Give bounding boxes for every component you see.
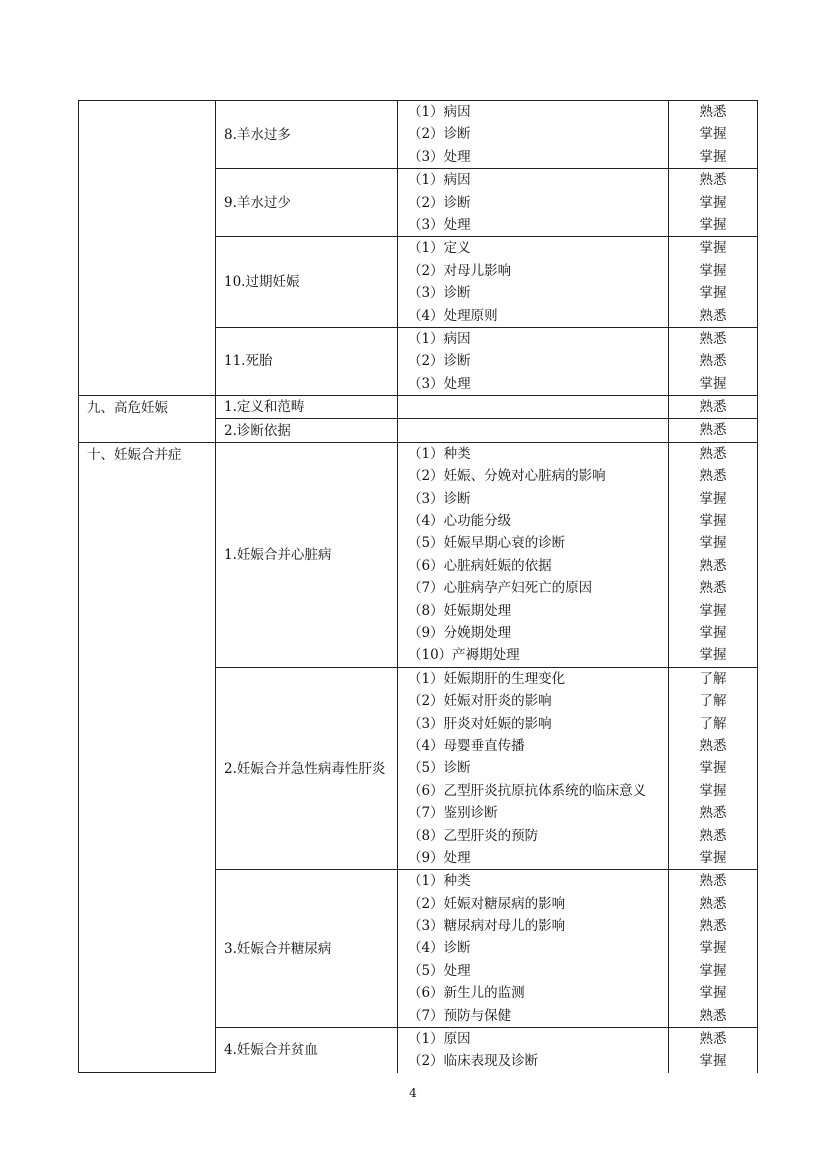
level-value: 掌握 [699, 148, 727, 165]
section-cell [79, 396, 216, 443]
topic-cell [216, 1028, 398, 1073]
level-value: 熟悉 [699, 330, 727, 347]
topic-cell [216, 101, 398, 169]
level-value: 掌握 [699, 194, 727, 211]
topic-cell [216, 419, 398, 442]
point-item: （1）定义 [408, 240, 471, 257]
level-value: 熟悉 [699, 873, 727, 890]
topic-cell [216, 442, 398, 667]
level-value: 掌握 [699, 985, 727, 1002]
point-item: （1）病因 [408, 104, 471, 120]
topic-label: 1.妊娠合并心脏病 [224, 546, 332, 563]
level-value: 掌握 [699, 240, 727, 257]
points-cell [398, 667, 669, 870]
level-cell [669, 101, 758, 169]
topic-cell [216, 667, 398, 870]
level-value: 掌握 [699, 962, 727, 979]
point-item: （6）乙型肝炎抗原抗体系统的临床意义 [408, 782, 647, 799]
level-value: 掌握 [699, 490, 727, 507]
point-item: （4）母婴垂直传播 [408, 737, 525, 754]
points-cell [398, 327, 669, 395]
point-item: （2）诊断 [408, 126, 471, 143]
level-value: 掌握 [699, 285, 727, 302]
level-value: 掌握 [699, 513, 727, 530]
level-value: 熟悉 [699, 895, 727, 912]
point-item: （2）诊断 [408, 353, 471, 370]
level-value: 熟悉 [699, 1031, 727, 1048]
level-cell [669, 870, 758, 1028]
level-value: 掌握 [699, 126, 727, 143]
syllabus-table [78, 100, 758, 1073]
level-value: 掌握 [699, 940, 727, 957]
point-item: （8）乙型肝炎的预防 [408, 827, 539, 844]
page-number: 4 [409, 1086, 417, 1100]
topic-label: 3.妊娠合并糖尿病 [224, 940, 332, 957]
level-cell [669, 1028, 758, 1073]
points-cell [398, 442, 669, 667]
level-value: 掌握 [699, 1053, 727, 1070]
points-cell [398, 101, 669, 169]
point-item: （2）妊娠对肝炎的影响 [408, 693, 552, 710]
point-item: （3）处理 [408, 148, 471, 165]
level-value: 熟悉 [699, 468, 727, 485]
level-value: 掌握 [699, 760, 727, 777]
point-item: （2）诊断 [408, 194, 471, 211]
point-item: （7）预防与保健 [408, 1007, 512, 1024]
level-value: 掌握 [699, 535, 727, 552]
point-item: （9）处理 [408, 849, 471, 866]
level-cell [669, 237, 758, 328]
point-item: （1）种类 [408, 873, 471, 890]
point-item: （10）产褥期处理 [408, 647, 520, 664]
topic-label: 9.羊水过少 [224, 194, 291, 211]
level-value: 熟悉 [699, 104, 727, 120]
point-item: （3）糖尿病对母儿的影响 [408, 918, 566, 935]
level-value: 熟悉 [699, 353, 727, 370]
level-value: 掌握 [699, 647, 727, 664]
point-item: （5）处理 [408, 962, 471, 979]
table-row [79, 442, 758, 667]
point-item: （6）心脏病妊娠的依据 [408, 557, 552, 574]
level-cell [669, 169, 758, 237]
level-cell [669, 667, 758, 870]
points-cell [398, 419, 669, 442]
point-item: （5）诊断 [408, 760, 471, 777]
table-row [79, 101, 758, 169]
topic-label: 2.妊娠合并急性病毒性肝炎 [224, 760, 386, 777]
topic-label: 2.诊断依据 [224, 422, 291, 439]
point-item: （3）处理 [408, 375, 471, 392]
topic-cell [216, 327, 398, 395]
level-value: 掌握 [699, 602, 727, 619]
level-cell [669, 442, 758, 667]
point-item: （4）诊断 [408, 940, 471, 957]
level-value: 熟悉 [699, 557, 727, 574]
table-row [79, 396, 758, 419]
point-item: （9）分娩期处理 [408, 624, 512, 641]
topic-label: 8.羊水过多 [224, 126, 291, 143]
level-value: 熟悉 [699, 805, 727, 822]
level-cell [669, 419, 758, 442]
point-item: （6）新生儿的监测 [408, 985, 525, 1002]
topic-label: 10.过期妊娠 [224, 274, 300, 291]
topic-label: 4.妊娠合并贫血 [224, 1042, 318, 1059]
point-item: （3）肝炎对妊娠的影响 [408, 715, 552, 732]
level-value: 熟悉 [699, 422, 727, 439]
topic-cell [216, 237, 398, 328]
level-value: 熟悉 [699, 399, 727, 416]
point-item: （2）妊娠对糖尿病的影响 [408, 895, 566, 912]
topic-cell [216, 870, 398, 1028]
level-value: 了解 [699, 693, 727, 710]
point-item: （3）诊断 [408, 285, 471, 302]
points-cell [398, 237, 669, 328]
level-value: 熟悉 [699, 1007, 727, 1024]
points-cell [398, 169, 669, 237]
level-value: 熟悉 [699, 172, 727, 189]
level-value: 熟悉 [699, 827, 727, 844]
level-value: 掌握 [699, 624, 727, 641]
point-item: （1）妊娠期肝的生理变化 [408, 670, 566, 687]
point-item: （8）妊娠期处理 [408, 602, 512, 619]
topic-label: 1.定义和范畴 [224, 399, 305, 416]
point-item: （2）妊娠、分娩对心脏病的影响 [408, 468, 606, 485]
level-value: 掌握 [699, 216, 727, 233]
point-item: （1）原因 [408, 1031, 471, 1048]
section-label: 九、高危妊娠 [87, 400, 168, 417]
point-item: （4）心功能分级 [408, 513, 512, 530]
topic-cell [216, 169, 398, 237]
point-item: （5）妊娠早期心衰的诊断 [408, 535, 566, 552]
level-value: 了解 [699, 715, 727, 732]
level-value: 了解 [699, 670, 727, 687]
section-cell [79, 442, 216, 1072]
level-value: 熟悉 [699, 445, 727, 462]
topic-label: 11.死胎 [224, 353, 273, 370]
point-item: （3）诊断 [408, 490, 471, 507]
level-cell [669, 327, 758, 395]
points-cell [398, 870, 669, 1028]
level-value: 掌握 [699, 782, 727, 799]
section-cell [79, 101, 216, 396]
point-item: （2）临床表现及诊断 [408, 1053, 539, 1070]
level-value: 掌握 [699, 262, 727, 279]
level-value: 熟悉 [699, 307, 727, 324]
level-value: 熟悉 [699, 580, 727, 597]
point-item: （1）病因 [408, 172, 471, 189]
point-item: （7）心脏病孕产妇死亡的原因 [408, 580, 593, 597]
point-item: （1）种类 [408, 445, 471, 462]
point-item: （1）病因 [408, 330, 471, 347]
points-cell [398, 396, 669, 419]
points-cell [398, 1028, 669, 1073]
level-value: 熟悉 [699, 737, 727, 754]
point-item: （4）处理原则 [408, 307, 498, 324]
section-label: 十、妊娠合并症 [87, 446, 182, 463]
level-value: 熟悉 [699, 918, 727, 935]
level-value: 掌握 [699, 849, 727, 866]
topic-cell [216, 396, 398, 419]
point-item: （7）鉴别诊断 [408, 805, 498, 822]
level-value: 掌握 [699, 375, 727, 392]
point-item: （3）处理 [408, 216, 471, 233]
point-item: （2）对母儿影响 [408, 262, 512, 279]
level-cell [669, 396, 758, 419]
